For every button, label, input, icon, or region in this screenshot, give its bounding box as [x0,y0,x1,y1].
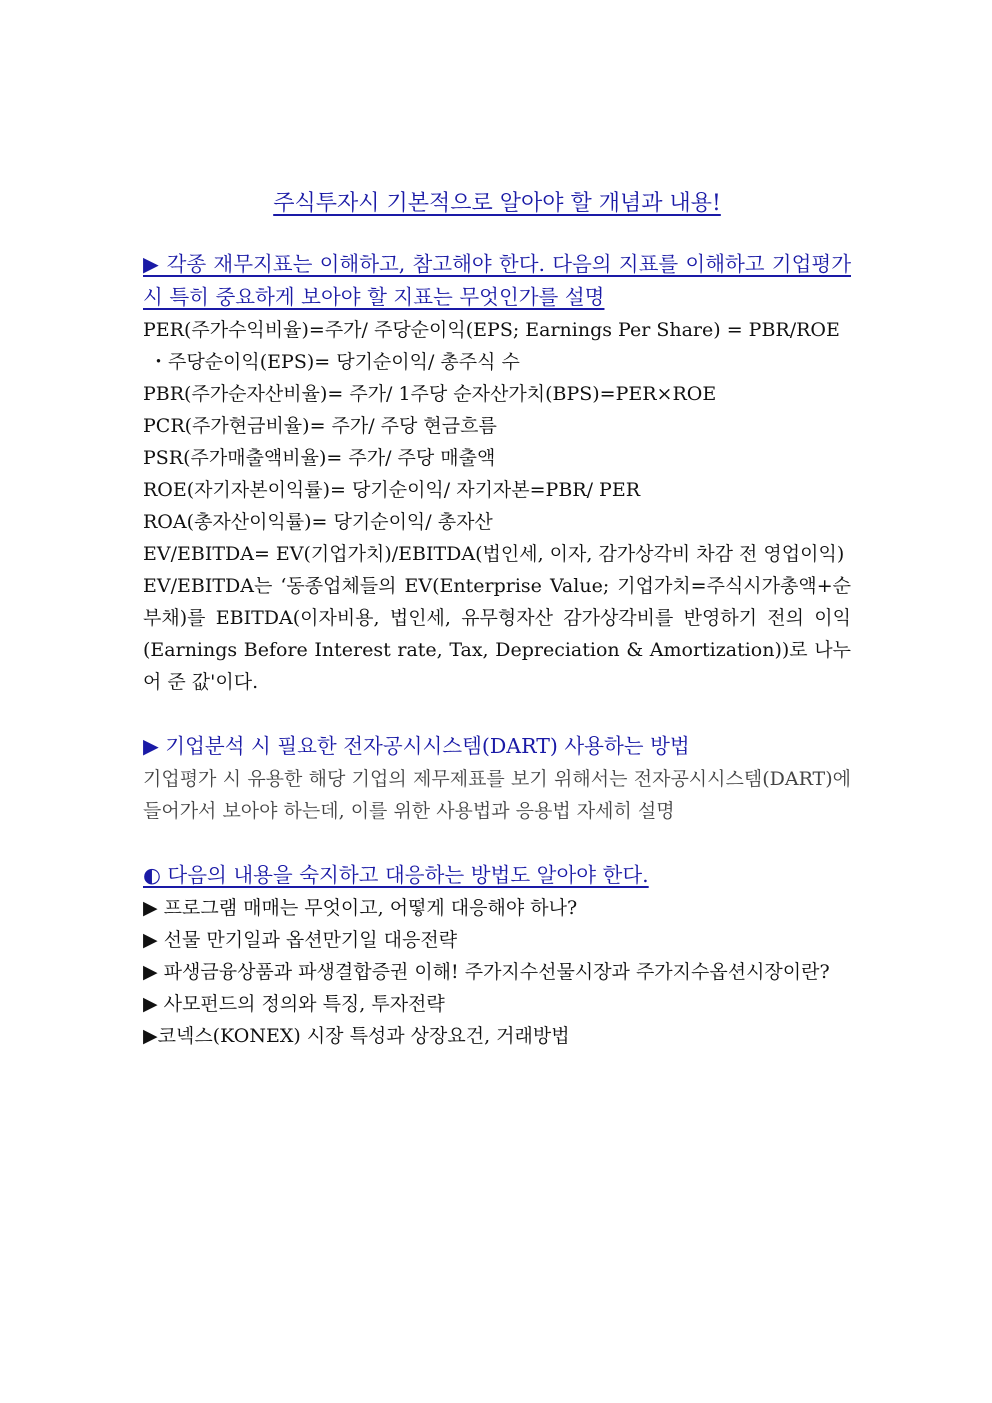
section3-heading [143,859,851,892]
list-item: ▶코넥스(KONEX) 시장 특성과 상장요건, 거래방법 [143,1025,570,1047]
section-spacer [143,698,851,730]
psr-formula: PSR(주가매출액비율)= 주가/ 주당 매출액 [143,447,496,469]
pcr-formula: PCR(주가현금비율)= 주가/ 주당 현금흐름 [143,415,497,437]
list-item: ▶ 선물 만기일과 옵션만기일 대응전략 [143,929,458,951]
list-item: ▶ 사모펀드의 정의와 특징, 투자전략 [143,993,445,1015]
section1-heading-text: ▶ 각종 재무지표는 이해하고, 참고해야 한다. 다음의 지표를 이해하고 기업평가 시 특히 중요하게 보아야 할 지표는 무엇인가를 설명 [143,252,851,309]
ev-ebitda-formula: EV/EBITDA= EV(기업가치)/EBITDA(법인세, 이자, 감가상각비 차감 전 영업이익) [143,543,845,565]
roe-formula: ROE(자기자본이익률)= 당기순이익/ 자기자본=PBR/ PER [143,479,641,501]
section-spacer [143,827,851,859]
section3-heading-text: ◐ 다음의 내용을 숙지하고 대응하는 방법도 알아야 한다. [143,863,649,887]
pbr-formula: PBR(주가순자산비율)= 주가/ 1주당 순자산가치(BPS)=PER×ROE [143,383,717,405]
section2-heading: ▶ 기업분석 시 필요한 전자공시시스템(DART) 사용하는 방법 [143,734,690,758]
document-title: 주식투자시 기본적으로 알아야 할 개념과 내용! [273,191,721,216]
section1-heading [143,248,851,314]
eps-formula: ・주당순이익(EPS)= 당기순이익/ 총주식 수 [149,351,520,373]
document-page [143,186,851,1052]
section2-body: 기업평가 시 유용한 해당 기업의 제무제표를 보기 위해서는 전자공시시스템(DART)에 들어가서 보아야 하는데, 이를 위한 사용법과 응용법 자세히 설명 [143,768,851,822]
ev-ebitda-explanation: EV/EBITDA는 ‘동종업체들의 EV(Enterprise Value; 기업가치=주식시가총액+순부채)를 EBITDA(이자비용, 법인세, 유무형자산 감가상각비를 반영하기 전의 이익(Earnings Before Interest rate, Tax, Depreciation & Amortization))로 나누어 준 값'이다. [143,575,851,693]
list-item: ▶ 파생금융상품과 파생결합증권 이해! 주가지수선물시장과 주가지수옵션시장이란? [143,961,830,983]
per-formula: PER(주가수익비율)=주가/ 주당순이익(EPS; Earnings Per Share) = PBR/ROE [143,319,840,341]
roa-formula: ROA(총자산이익률)= 당기순이익/ 총자산 [143,511,493,533]
list-item: ▶ 프로그램 매매는 무엇이고, 어떻게 대응해야 하나? [143,897,578,919]
